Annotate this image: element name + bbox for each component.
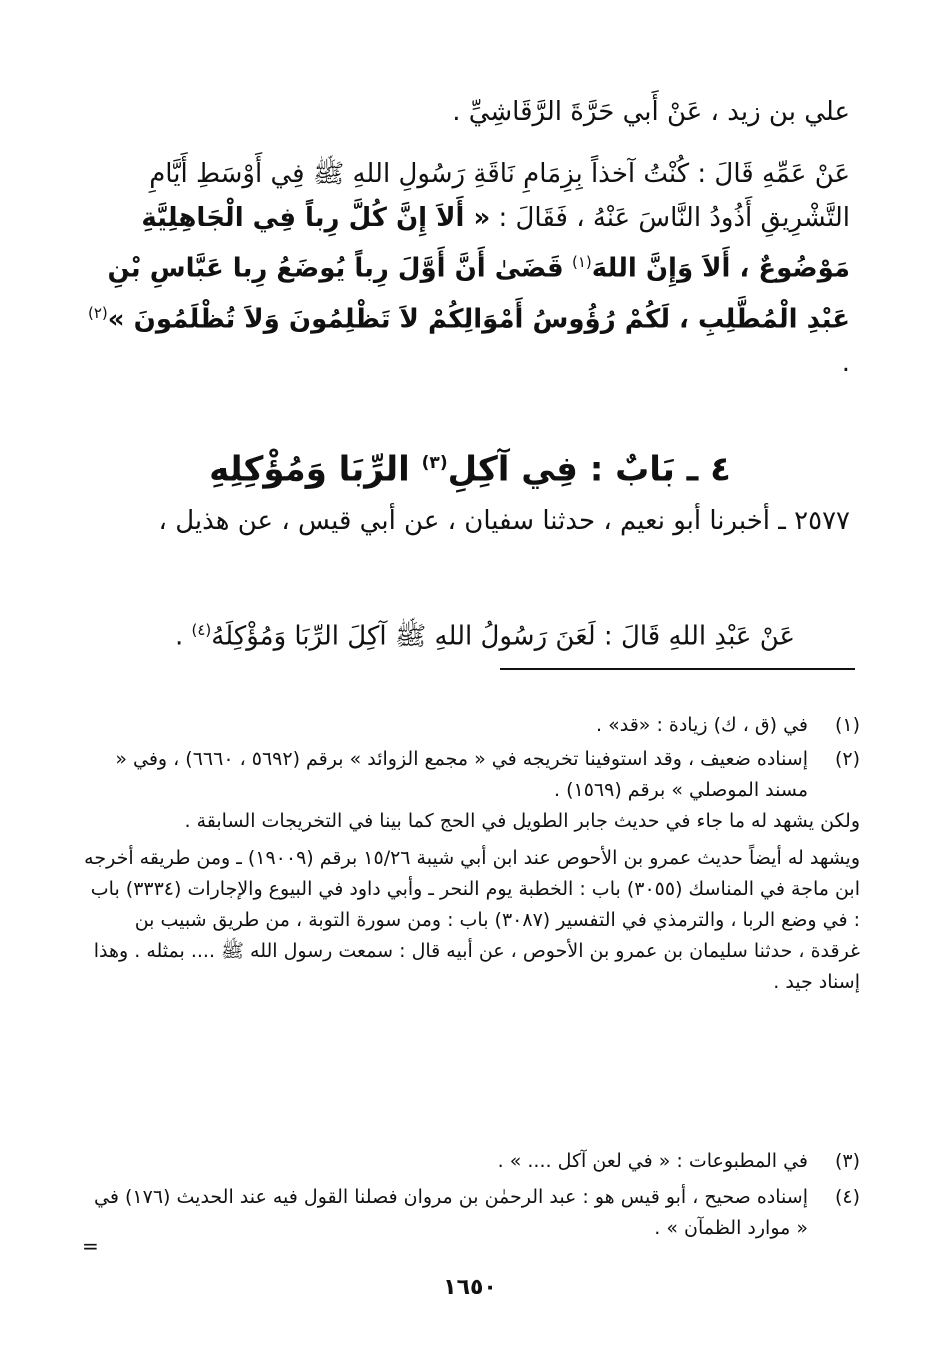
hadith-2576-quote-part1: « أَلاَ إِنَّ كُلَّ رِباً فِي الْجَاهِلِيَّةِ مَوْضُوعٌ ، أَلاَ وَإِنَّ اللهَ bbox=[141, 203, 850, 284]
narrator-line: علي بن زيد ، عَنْ أَبي حَرَّةَ الرَّقَاشِيِّ . bbox=[452, 97, 850, 127]
footnote-ref-1: (١) bbox=[571, 253, 592, 271]
footnote-4-number: (٤) bbox=[834, 1186, 860, 1208]
footnote-1-number: (١) bbox=[834, 714, 860, 736]
footnote-3-number: (٣) bbox=[834, 1150, 860, 1172]
footnote-2 bbox=[80, 744, 860, 998]
footnote-1 bbox=[80, 710, 860, 741]
chapter-heading bbox=[80, 438, 860, 494]
page-number: ١٦٥٠ bbox=[443, 1275, 497, 1300]
footnote-separator bbox=[500, 668, 855, 670]
chapter-heading-post: الرِّبَا وَمُؤْكِلِهِ bbox=[209, 449, 410, 490]
hadith-2577-matn bbox=[80, 608, 795, 660]
footnote-ref-3: (٣) bbox=[421, 453, 448, 473]
chapter-heading-pre: ٤ ـ بَابٌ : فِي آكِلِ bbox=[447, 449, 731, 490]
footnote-3 bbox=[80, 1146, 860, 1177]
footnote-2-continuation-1: ولكن يشهد له ما جاء في حديث جابر الطويل في الحج كما بينا في التخريجات السابقة . bbox=[184, 810, 860, 832]
footnote-2-number: (٢) bbox=[834, 748, 860, 770]
footnote-1-text: في (ق ، ك) زيادة : «قد» . bbox=[596, 714, 808, 736]
hadith-2576-intro: عَنْ عَمِّهِ قَالَ : كُنْتُ آخذاً بِزِمَامِ نَاقَةِ رَسُولِ اللهِ ﷺ فِي أَوْسَطِ أَيَّامِ التَّشْرِيقِ أَذُودُ النَّاسَ عَنْهُ ، فَقَالَ : bbox=[149, 159, 850, 233]
footnote-2-continuation-2: ويشهد له أيضاً حديث عمرو بن الأحوص عند ابن أبي شيبة ١٥/٢٦ برقم (١٩٠٠٩) ـ ومن طريقه أخرجه ابن ماجة في المناسك (٣٠٥٥) باب : الخطبة يوم النحر ـ وأبي داود في البيوع والإجارات (٣٣٣٤) باب : في وضع الربا ، والترمذي في التفسير (٣٠٨٧) باب : ومن سورة التوبة ، من طريق شبيب بن غرقدة ، حدثنا سليمان بن عمرو بن الأحوص ، عن أبيه قال : سمعت رسول الله ﷺ .... بمثله . وهذا إسناد جيد . bbox=[84, 847, 860, 993]
hadith-2577-isnad: ٢٥٧٧ ـ أخبرنا أبو نعيم ، حدثنا سفيان ، عن أبي قيس ، عن هذيل ، bbox=[158, 506, 850, 536]
hadith-2576-text bbox=[80, 152, 850, 385]
hadith-2576-end: . bbox=[841, 348, 850, 379]
footnote-3-text: في المطبوعات : « في لعن آكل .... » . bbox=[497, 1150, 808, 1172]
footnote-ref-2: (٢) bbox=[88, 303, 108, 322]
hadith-2577-matn-text: عَنْ عَبْدِ اللهِ قَالَ : لَعَنَ رَسُولُ اللهِ ﷺ آكِلَ الرِّبَا وَمُؤْكِلَهُ bbox=[211, 621, 795, 652]
continuation-mark: = bbox=[82, 1234, 99, 1258]
footnote-ref-4: (٤) bbox=[191, 621, 212, 639]
hadith-2576-quote-part2: قَضَىٰ أَنَّ أَوَّلَ رِباً يُوضَعُ رِبا عَبَّاسِ بْنِ عَبْدِ الْمُطَّلِبِ ، لَكُمْ رُؤُوسُ أَمْوَالِكُمْ لاَ تَظْلِمُونَ وَلاَ تُظْلَمُونَ » bbox=[107, 253, 850, 335]
hadith-2577-end: . bbox=[174, 621, 192, 652]
footnote-2-text: إسناده ضعيف ، وقد استوفينا تخريجه في « مجمع الزوائد » برقم (٥٦٩٢ ، ٦٦٦٠) ، وفي « مسند الموصلي » برقم (١٥٦٩) . bbox=[115, 748, 808, 801]
footnote-4-text: إسناده صحيح ، أبو قيس هو : عبد الرحمٰن بن مروان فصلنا القول فيه عند الحديث (١٧٦) في « موارد الظمآن » . bbox=[94, 1186, 808, 1239]
footnote-4 bbox=[80, 1182, 860, 1244]
